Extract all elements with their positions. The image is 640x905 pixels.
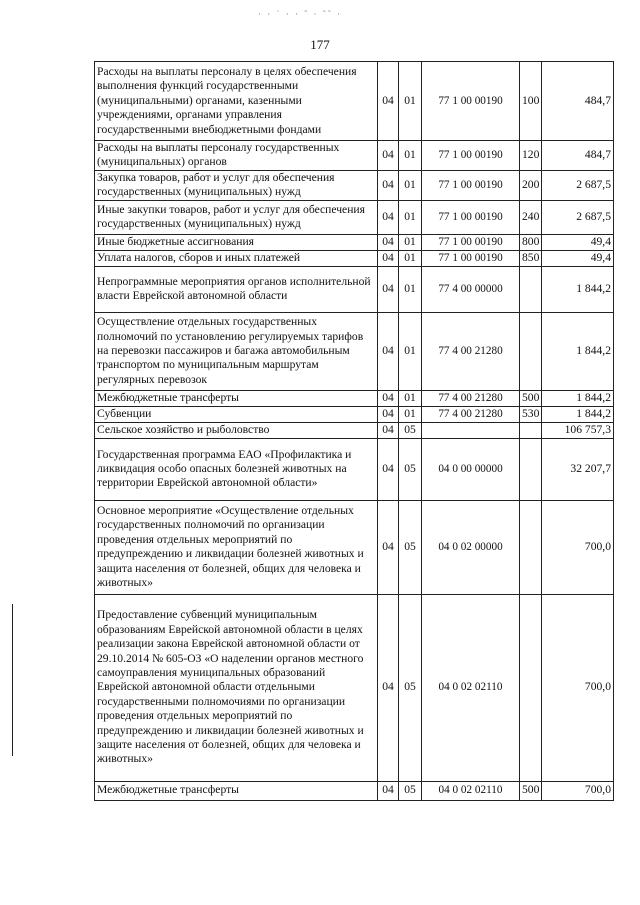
row-name: Основное мероприятие «Осуществление отдельных государственных полномочий по организации проведения отдельных мероприятий по предупреждению и ликвидации болезней животных и защита населения от болезней, общих для человека и животных» [95, 500, 378, 594]
target-article-code: 77 1 00 00190 [422, 62, 520, 141]
target-article-code: 04 0 02 02110 [422, 594, 520, 781]
amount: 2 687,5 [542, 200, 614, 234]
row-name: Закупка товаров, работ и услуг для обеспечения государственных (муниципальных) нужд [95, 170, 378, 200]
amount: 2 687,5 [542, 170, 614, 200]
section-code: 04 [378, 500, 399, 594]
amount: 106 757,3 [542, 422, 614, 438]
expense-type-code: 800 [520, 234, 542, 250]
subsection-code: 01 [399, 234, 422, 250]
subsection-code: 01 [399, 62, 422, 141]
amount: 1 844,2 [542, 390, 614, 406]
row-name: Межбюджетные трансферты [95, 781, 378, 800]
subsection-code: 01 [399, 250, 422, 266]
row-name: Расходы на выплаты персоналу государственных (муниципальных) органов [95, 141, 378, 171]
subsection-code: 05 [399, 781, 422, 800]
row-name: Государственная программа ЕАО «Профилактика и ликвидация особо опасных болезней животных на территории Еврейской автономной области» [95, 438, 378, 500]
table-row [95, 422, 614, 438]
amount: 1 844,2 [542, 406, 614, 422]
table-row [95, 200, 614, 234]
scan-speckle: · · ˙ · · ˜ · ˜˜ · [258, 9, 342, 19]
expense-type-code: 120 [520, 141, 542, 171]
amount: 49,4 [542, 234, 614, 250]
expense-type-code [520, 438, 542, 500]
table-row [95, 500, 614, 594]
table-row [95, 406, 614, 422]
target-article-code: 04 0 02 02110 [422, 781, 520, 800]
amount: 32 207,7 [542, 438, 614, 500]
target-article-code: 77 1 00 00190 [422, 234, 520, 250]
table-row [95, 234, 614, 250]
expense-type-code: 500 [520, 390, 542, 406]
row-name: Предоставление субвенций муниципальным образованиям Еврейской автономной области в целях реализации закона Еврейской автономной области от 29.10.2014 № 605-ОЗ «О наделении органов местного самоуправления муниципальных образований Еврейской автономной области отдельными государственными полномочиями по организации проведения отдельных мероприятий по предупреждению и ликвидации болезней животных и защите населения от болезней, общих для человека и животных» [95, 594, 378, 781]
table-row [95, 781, 614, 800]
row-name: Сельское хозяйство и рыболовство [95, 422, 378, 438]
expense-type-code: 850 [520, 250, 542, 266]
amount: 700,0 [542, 594, 614, 781]
row-name: Непрограммные мероприятия органов исполнительной власти Еврейской автономной области [95, 266, 378, 312]
page-number: 177 [310, 37, 330, 52]
subsection-code: 05 [399, 438, 422, 500]
expense-type-code: 200 [520, 170, 542, 200]
section-code: 04 [378, 141, 399, 171]
row-name: Иные бюджетные ассигнования [95, 234, 378, 250]
section-code: 04 [378, 312, 399, 390]
target-article-code [422, 422, 520, 438]
section-code: 04 [378, 781, 399, 800]
subsection-code: 01 [399, 200, 422, 234]
row-name: Субвенции [95, 406, 378, 422]
target-article-code: 77 4 00 00000 [422, 266, 520, 312]
expense-type-code: 530 [520, 406, 542, 422]
amount: 1 844,2 [542, 266, 614, 312]
amount: 1 844,2 [542, 312, 614, 390]
table-row [95, 170, 614, 200]
target-article-code: 04 0 02 00000 [422, 500, 520, 594]
target-article-code: 77 1 00 00190 [422, 250, 520, 266]
expense-type-code [520, 266, 542, 312]
subsection-code: 05 [399, 594, 422, 781]
section-code: 04 [378, 266, 399, 312]
expense-type-code [520, 500, 542, 594]
scan-margin-line [12, 604, 13, 756]
section-code: 04 [378, 234, 399, 250]
subsection-code: 01 [399, 170, 422, 200]
subsection-code: 05 [399, 422, 422, 438]
target-article-code: 04 0 00 00000 [422, 438, 520, 500]
subsection-code: 01 [399, 390, 422, 406]
expense-type-code: 100 [520, 62, 542, 141]
row-name: Расходы на выплаты персоналу в целях обеспечения выполнения функций государственными (муниципальными) органами, казенными учреждениями, органами управления государственными внебюджетными фондами [95, 62, 378, 141]
table-row [95, 438, 614, 500]
expense-type-code [520, 312, 542, 390]
expense-type-code [520, 422, 542, 438]
row-name: Иные закупки товаров, работ и услуг для обеспечения государственных (муниципальных) нужд [95, 200, 378, 234]
section-code: 04 [378, 422, 399, 438]
section-code: 04 [378, 438, 399, 500]
section-code: 04 [378, 594, 399, 781]
table-row [95, 390, 614, 406]
section-code: 04 [378, 390, 399, 406]
target-article-code: 77 1 00 00190 [422, 141, 520, 171]
subsection-code: 01 [399, 141, 422, 171]
section-code: 04 [378, 200, 399, 234]
table-row [95, 594, 614, 781]
amount: 484,7 [542, 62, 614, 141]
target-article-code: 77 4 00 21280 [422, 390, 520, 406]
row-name: Межбюджетные трансферты [95, 390, 378, 406]
target-article-code: 77 1 00 00190 [422, 200, 520, 234]
table-row [95, 266, 614, 312]
table-row [95, 62, 614, 141]
subsection-code: 01 [399, 312, 422, 390]
row-name: Осуществление отдельных государственных полномочий по установлению регулируемых тарифов на перевозки пассажиров и багажа автомобильным транспортом по муниципальным маршрутам регулярных перевозок [95, 312, 378, 390]
section-code: 04 [378, 250, 399, 266]
row-name: Уплата налогов, сборов и иных платежей [95, 250, 378, 266]
amount: 484,7 [542, 141, 614, 171]
subsection-code: 05 [399, 500, 422, 594]
section-code: 04 [378, 62, 399, 141]
subsection-code: 01 [399, 266, 422, 312]
section-code: 04 [378, 406, 399, 422]
expense-type-code [520, 594, 542, 781]
target-article-code: 77 4 00 21280 [422, 312, 520, 390]
amount: 700,0 [542, 781, 614, 800]
expense-type-code: 500 [520, 781, 542, 800]
section-code: 04 [378, 170, 399, 200]
amount: 700,0 [542, 500, 614, 594]
amount: 49,4 [542, 250, 614, 266]
table-row [95, 141, 614, 171]
expense-type-code: 240 [520, 200, 542, 234]
target-article-code: 77 4 00 21280 [422, 406, 520, 422]
table-row [95, 312, 614, 390]
table-row [95, 250, 614, 266]
budget-table [94, 61, 614, 801]
target-article-code: 77 1 00 00190 [422, 170, 520, 200]
subsection-code: 01 [399, 406, 422, 422]
